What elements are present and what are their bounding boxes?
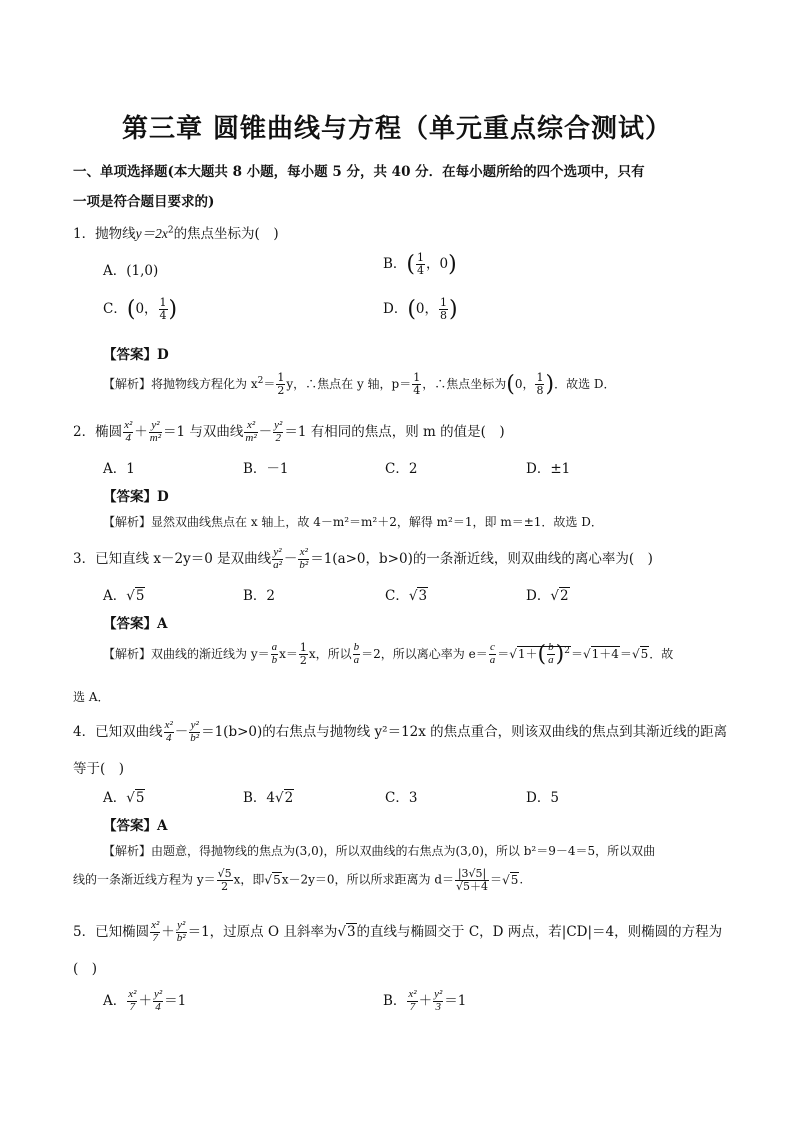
fraction-num: 1	[159, 296, 167, 310]
fraction-num: √5	[217, 867, 232, 880]
fraction-num: |3√5|	[455, 868, 489, 881]
q4-option-b	[243, 786, 294, 806]
section-heading-line1: 一、单项选择题(本大题共 8 小题，每小题 5 分，共 40 分．在每小题所给的四个选项中，只有	[73, 164, 645, 180]
fraction	[299, 642, 308, 666]
fraction-den: 7	[129, 1001, 136, 1013]
fraction-num: 1	[277, 371, 285, 385]
q2-option-c: C．2	[385, 461, 418, 477]
fraction	[244, 420, 257, 444]
fraction-den: a	[548, 654, 554, 666]
fraction	[535, 372, 544, 396]
radicand: 5	[640, 647, 649, 661]
fraction-num: y²	[149, 420, 162, 433]
fraction-den: a	[353, 654, 360, 666]
q1-option-c-head: 0，	[135, 301, 158, 317]
q3-stem-minus: －	[283, 551, 298, 567]
sqrt: √5	[126, 588, 145, 604]
q1-stem	[73, 222, 279, 242]
q2-stem	[73, 420, 505, 445]
q4-stem-pre: 4．已知双曲线	[73, 724, 163, 740]
q1-option-d	[383, 297, 458, 322]
fraction-num: x²	[299, 546, 308, 559]
q4-stem-line2: 等于( )	[73, 761, 125, 777]
q2-explanation: 【解析】显然双曲线焦点在 x 轴上，故 4－m²＝m²＋2，解得 m²＝1，即 m＝±1．故选 D．	[103, 515, 603, 529]
sqrt: √2	[275, 790, 294, 806]
fraction-den: a²	[273, 559, 282, 571]
q1-exp-pre: 【解析】将抛物线方程化为 x	[103, 377, 258, 391]
q4-option-b-label: B．4	[243, 790, 276, 806]
fraction-num: 1	[440, 296, 448, 310]
sqrt: √2	[550, 588, 569, 604]
fraction-den: 2	[275, 432, 282, 444]
sqrt: √5	[502, 872, 519, 887]
fraction	[150, 920, 160, 944]
fraction	[276, 372, 285, 396]
q4-option-d: D．5	[526, 790, 559, 806]
paren: )	[168, 297, 178, 322]
fraction	[159, 297, 168, 321]
q4-stem-post: ＝1(b>0)的右焦点与抛物线 y²＝12x 的焦点重合，则该双曲线的焦点到其渐近线的距离	[201, 724, 728, 740]
paren: )	[448, 252, 457, 277]
fraction-num: y²	[177, 919, 186, 932]
page-title: 第三章 圆锥曲线与方程（单元重点综合测试）	[121, 114, 673, 144]
fraction-num: b	[548, 641, 554, 654]
q5-option-b	[383, 989, 466, 1014]
q3-exp-pre: 【解析】双曲线的渐近线为 y＝	[103, 647, 270, 661]
q1-stem-post: 的焦点坐标为( )	[173, 226, 279, 242]
q1-option-b	[383, 252, 457, 277]
paren: (	[126, 297, 136, 322]
q4-exp-end: .	[519, 872, 524, 887]
fraction-den: 4	[417, 264, 425, 277]
q1-option-c	[103, 297, 177, 322]
paren: )	[449, 297, 458, 322]
fraction-num: y²	[434, 988, 443, 1001]
q2-option-a: A．1	[103, 461, 135, 477]
q4-exp-mid2: x－2y＝0，所以所求距离为 d＝	[281, 872, 455, 887]
q3-stem-pre: 3．已知直线 x－2y＝0 是双曲线	[73, 551, 272, 567]
paren: (	[537, 642, 547, 667]
paren: (	[406, 252, 416, 277]
square-sup: 2	[564, 646, 570, 656]
q3-option-a-label: A．	[103, 588, 127, 604]
sqrt: √5	[264, 872, 281, 887]
q3-exp-x: x＝	[279, 647, 298, 661]
q4-exp-pre: 线的一条渐近线方程为 y＝	[73, 872, 216, 887]
q1-stem-eq: y＝2x	[135, 226, 168, 241]
fraction-num: x²	[164, 719, 173, 732]
q1-exp-end: ．故选 D．	[554, 377, 616, 391]
q2-stem-minus: －	[258, 424, 273, 440]
q3-exp-eq: ＝	[497, 647, 510, 661]
q1-option-b-label: B．	[383, 256, 407, 272]
fraction-den: 8	[536, 384, 544, 397]
plus: ＋	[418, 993, 433, 1009]
fraction	[271, 642, 279, 666]
sqrt: √3	[337, 924, 356, 940]
q2-option-b: B．－1	[243, 461, 289, 477]
paren: (	[407, 297, 416, 322]
fraction-den: 8	[440, 309, 448, 322]
fraction-num: x²	[124, 419, 133, 432]
fraction-den: 7	[152, 932, 158, 944]
fraction	[272, 547, 283, 571]
fraction-den: m²	[245, 432, 257, 444]
fraction-den: 2	[221, 879, 229, 893]
q5-stem-post: 的直线与椭圆交于 C，D 两点，若|CD|＝4，则椭圆的方程为	[356, 924, 723, 940]
q2-stem-pre: 2．椭圆	[73, 424, 123, 440]
radicand: 1＋4	[591, 647, 619, 661]
fraction	[439, 297, 448, 321]
fraction-den: 4	[413, 384, 421, 397]
fraction	[127, 989, 137, 1013]
radicand: 2	[284, 790, 294, 806]
q1-option-d-label: D．	[383, 301, 408, 317]
q1-option-d-head: 0，	[415, 301, 439, 317]
q4-option-a	[103, 786, 145, 806]
q4-exp-eq: ＝	[490, 872, 503, 887]
q4-option-c: C．3	[385, 790, 418, 806]
section-heading-line2: 一项是符合题目要求的)	[73, 194, 215, 210]
fraction-num: 1	[299, 641, 307, 655]
q5-stem	[73, 920, 722, 945]
fraction	[353, 642, 361, 666]
fraction	[489, 642, 497, 666]
q3-exp-eq3: ＝	[619, 647, 632, 661]
radicand: 3	[418, 588, 428, 604]
fraction-den: 3	[435, 1001, 441, 1013]
fraction-num: 1	[413, 371, 421, 385]
radicand: 3	[346, 924, 356, 940]
fraction-den: b²	[299, 559, 309, 571]
q2-answer: 【答案】D	[103, 489, 169, 505]
fraction-num: a	[271, 641, 278, 654]
q3-stem	[73, 547, 653, 572]
equals-one: ＝1	[164, 993, 187, 1009]
q5-option-b-label: B．	[383, 993, 407, 1009]
fraction-den: 2	[277, 384, 285, 397]
fraction-den: 7	[409, 1001, 416, 1013]
fraction	[412, 372, 421, 396]
q5-option-a-label: A．	[103, 993, 127, 1009]
sqrt: √5	[631, 647, 649, 661]
q4-stem	[73, 720, 727, 745]
fraction	[455, 868, 489, 892]
fraction	[547, 642, 555, 666]
q5-stem-pre: 5．已知椭圆	[73, 924, 150, 940]
fraction-den: b²	[190, 732, 200, 744]
fraction-den: b	[271, 654, 278, 666]
fraction-den: a	[489, 654, 496, 666]
fraction	[164, 720, 174, 744]
q4-stem-minus: －	[174, 724, 189, 740]
q1-exp-sup: 2	[257, 376, 264, 386]
fraction-num: b	[353, 641, 360, 654]
q2-stem-plus: ＋	[134, 424, 148, 440]
fraction	[407, 989, 417, 1013]
q1-answer: 【答案】D	[103, 347, 169, 363]
radicand: 5	[510, 872, 519, 887]
fraction-num: 1	[417, 251, 425, 265]
fraction-num: x²	[244, 420, 257, 433]
q2-stem-post: ＝1 有相同的焦点，则 m 的值是( )	[284, 424, 505, 440]
q1-stem-sup: 2	[167, 225, 174, 236]
fraction	[153, 989, 163, 1013]
fraction-num: x²	[408, 988, 417, 1001]
paren: )	[545, 372, 555, 397]
q5-stem-mid: ＝1，过原点 O 且斜率为	[187, 924, 338, 940]
fraction-den: b²	[176, 932, 186, 944]
q1-option-b-tail: ，0	[426, 256, 449, 272]
fraction	[176, 920, 187, 944]
q1-exp-mid: y，∴焦点在 y 轴，p＝	[286, 377, 412, 391]
q4-option-a-label: A．	[103, 790, 127, 806]
fraction	[217, 868, 233, 892]
equals-one: ＝1	[444, 993, 467, 1009]
radicand-head: 1＋	[517, 647, 538, 661]
q1-option-c-label: C．	[103, 301, 127, 317]
q3-option-d	[526, 584, 570, 604]
fraction	[273, 420, 283, 444]
q3-explanation-line2: 选 A．	[73, 690, 110, 704]
q4-exp-mid: x，即	[233, 872, 265, 887]
q2-stem-mid: ＝1 与双曲线	[163, 424, 244, 440]
fraction-den: 4	[165, 732, 172, 744]
radicand: 5	[135, 588, 145, 604]
fraction-den: 4	[159, 309, 167, 322]
q3-explanation	[103, 642, 673, 667]
fraction	[149, 420, 162, 444]
q3-exp-end: ．故	[649, 647, 674, 661]
q5-option-a	[103, 989, 186, 1014]
q4-explanation-line2	[73, 868, 523, 892]
q1-exp-eq: ＝	[263, 377, 276, 391]
fraction-num: y²	[273, 546, 282, 559]
q4-explanation-line1: 【解析】由题意，得抛物线的焦点为(3,0)，所以双曲线的右焦点为(3,0)，所以 b²＝9－4＝5，所以双曲	[103, 844, 656, 858]
q1-explanation	[103, 372, 616, 397]
fraction-num: x²	[128, 988, 137, 1001]
q1-exp-pt-head: 0，	[514, 377, 535, 391]
sqrt: √5	[126, 790, 145, 806]
q3-option-c-label: C．	[385, 588, 409, 604]
fraction-den: m²	[149, 432, 162, 444]
q3-exp-mid: x，所以	[308, 647, 352, 661]
fraction-den: 4	[155, 1001, 161, 1013]
q3-option-d-label: D．	[526, 588, 551, 604]
paren: (	[506, 372, 515, 397]
sqrt: √1＋4	[582, 647, 619, 661]
q3-option-a	[103, 584, 145, 604]
fraction-num: y²	[153, 988, 163, 1001]
q5-stem-plus: ＋	[161, 924, 175, 940]
q3-exp-mid2: ＝2，所以离心率为 e＝	[361, 647, 488, 661]
q1-option-a: A．(1,0)	[103, 263, 159, 279]
q1-exp-mid2: ，∴焦点坐标为	[422, 377, 507, 391]
fraction-den: √5＋4	[456, 879, 489, 893]
plus: ＋	[138, 993, 152, 1009]
fraction-den: 2	[299, 654, 307, 667]
fraction	[123, 420, 133, 444]
radicand: 5	[273, 872, 281, 887]
fraction-den: 4	[125, 432, 131, 444]
q1-stem-pre: 1．抛物线	[73, 226, 136, 242]
radicand: 2	[559, 588, 569, 604]
fraction-num: x²	[151, 919, 160, 932]
q2-option-d: D．±1	[526, 461, 571, 477]
q3-exp-eq2: ＝	[570, 647, 583, 661]
q4-answer: 【答案】A	[103, 818, 168, 834]
q3-option-c	[385, 584, 428, 604]
q5-stem-line2: ( )	[73, 961, 98, 977]
paren: )	[555, 642, 565, 667]
q3-answer: 【答案】A	[103, 616, 168, 632]
radicand: 5	[135, 790, 145, 806]
fraction	[189, 720, 200, 744]
q3-option-b: B．2	[243, 588, 276, 604]
fraction-num: y²	[274, 419, 283, 432]
fraction	[298, 547, 309, 571]
sqrt: √1＋( $\frac{b}{a}$ )$^2$	[509, 641, 570, 667]
fraction	[416, 252, 425, 276]
sqrt: √3	[408, 588, 428, 604]
fraction	[433, 989, 443, 1013]
q3-stem-post: ＝1(a>0，b>0)的一条渐近线，则双曲线的离心率为( )	[310, 551, 653, 567]
fraction-num: y²	[190, 719, 199, 732]
fraction-num: 1	[536, 371, 544, 385]
fraction-num: c	[490, 641, 495, 654]
radicand	[517, 641, 571, 667]
